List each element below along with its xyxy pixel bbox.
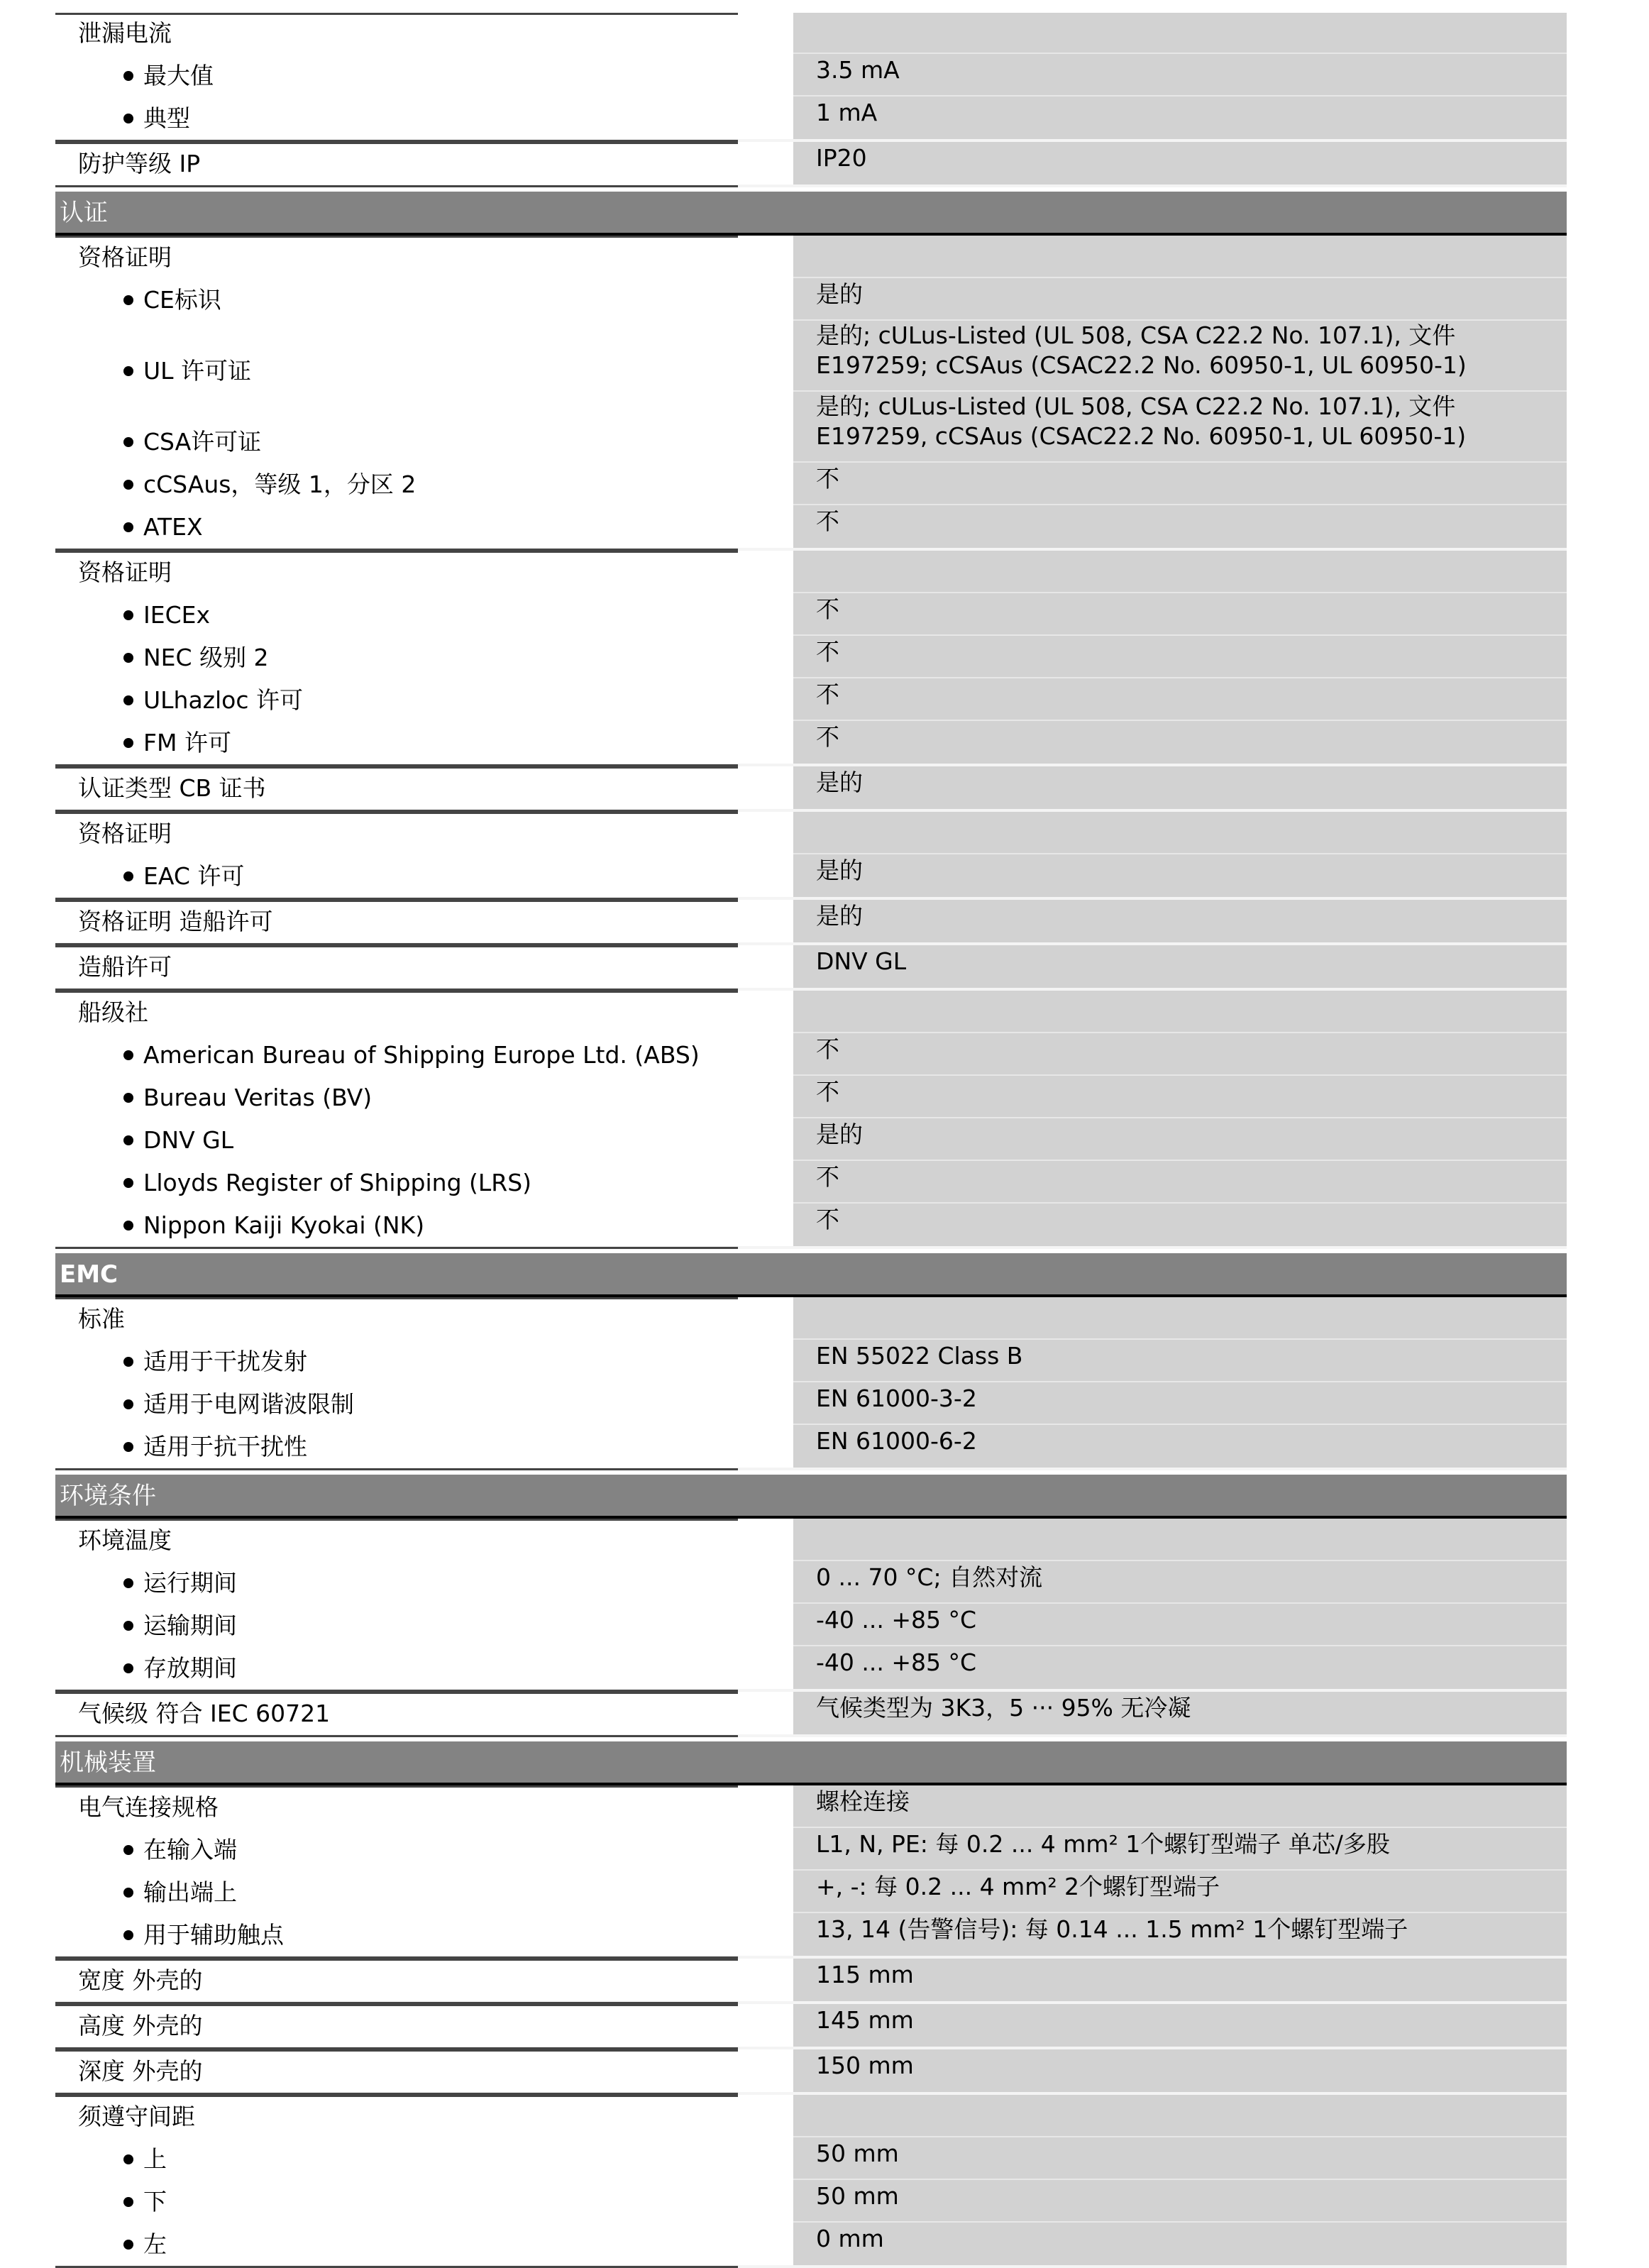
spec-label-cell [55, 1913, 738, 1956]
spec-group [55, 812, 1567, 900]
spec-value: 50 mm [816, 2182, 899, 2210]
spec-label-cell [55, 2223, 738, 2265]
spec-group [55, 2049, 1567, 2095]
spec-group [55, 2095, 1567, 2268]
spec-value-cell [793, 1297, 1567, 1340]
spec-row [55, 1561, 1567, 1604]
spec-row [55, 766, 1567, 812]
section-header [55, 192, 1567, 236]
spec-row [55, 1076, 1567, 1118]
spec-label-cell [55, 1297, 738, 1340]
spec-label-cell [55, 945, 738, 988]
spec-value-cell [793, 636, 1567, 678]
spec-row [55, 236, 1567, 278]
spec-value: 是的 [816, 280, 863, 308]
bullet-icon [123, 480, 133, 490]
spec-value: EN 55022 Class B [816, 1342, 1023, 1370]
spec-row [55, 721, 1567, 766]
bullet-icon [123, 738, 133, 748]
spec-label-cell [55, 54, 738, 97]
spec-label: ATEX [143, 513, 203, 541]
bullet-icon [123, 1621, 133, 1631]
spec-value-cell [793, 463, 1567, 505]
spec-label-cell [55, 1959, 738, 2001]
bullet-icon [123, 295, 133, 305]
spec-value-cell [793, 678, 1567, 721]
spec-value: 不 [816, 465, 839, 492]
spec-value: -40 ... +85 °C [816, 1648, 977, 1676]
spec-value: IP20 [816, 144, 867, 172]
spec-label: EAC 许可 [143, 862, 245, 890]
spec-label-cell [55, 1118, 738, 1161]
spec-value-cell [793, 1871, 1567, 1913]
spec-label: UL 许可证 [143, 357, 252, 385]
spec-label-cell [55, 1425, 738, 1468]
spec-label-cell [55, 2137, 738, 2180]
spec-row [55, 2004, 1567, 2049]
spec-value: 不 [816, 681, 839, 708]
spec-label: CSA许可证 [143, 428, 262, 456]
spec-value: 13, 14 (告警信号): 每 0.14 ... 1.5 mm² 1个螺钉型端子 [816, 1915, 1408, 1943]
spec-label: cCSAus，等级 1，分区 2 [143, 470, 417, 498]
spec-value-cell [793, 2180, 1567, 2223]
spec-row [55, 505, 1567, 551]
spec-row [55, 13, 1567, 54]
spec-value: 不 [816, 723, 839, 751]
spec-row [55, 2223, 1567, 2268]
spec-label: ULhazloc 许可 [143, 686, 303, 714]
spec-label: NEC 级别 2 [143, 644, 269, 671]
spec-row [55, 1913, 1567, 1959]
spec-label: 环境温度 [78, 1526, 172, 1554]
bullet-icon [123, 1221, 133, 1231]
spec-value: DNV GL [816, 947, 907, 975]
spec-label-cell [55, 991, 738, 1033]
spec-label: IECEx [143, 601, 211, 629]
spec-value-cell [793, 945, 1567, 988]
spec-label-cell [55, 321, 738, 392]
spec-row [55, 463, 1567, 505]
spec-value: +, -: 每 0.2 ... 4 mm² 2个螺钉型端子 [816, 1873, 1220, 1900]
spec-group [55, 13, 1567, 142]
spec-group [55, 1692, 1567, 1737]
spec-row [55, 321, 1567, 392]
bullet-icon [123, 1178, 133, 1188]
spec-label: 防护等级 IP [78, 150, 201, 177]
spec-row [55, 593, 1567, 636]
spec-value: 不 [816, 1206, 839, 1233]
spec-label: 宽度 外壳的 [78, 1966, 203, 1994]
spec-row [55, 1692, 1567, 1737]
spec-value: 145 mm [816, 2006, 914, 2034]
spec-value: 不 [816, 595, 839, 623]
bullet-icon [123, 1050, 133, 1060]
spec-label-cell [55, 236, 738, 278]
spec-label-cell [55, 1161, 738, 1204]
spec-label-cell [55, 2004, 738, 2047]
spec-label: American Bureau of Shipping Europe Ltd. (ABS) [143, 1041, 700, 1069]
spec-value-cell [793, 1425, 1567, 1468]
spec-value: 是的; cULus-Listed (UL 508, CSA C22.2 No. 107.1), 文件 E197259, cCSAus (CSAC22.2 No. 60950-1, UL 60950-1) [816, 392, 1467, 450]
bullet-icon [123, 114, 133, 123]
spec-value-cell [793, 2049, 1567, 2092]
spec-label-cell [55, 2095, 738, 2137]
spec-group [55, 551, 1567, 766]
spec-label: 资格证明 造船许可 [78, 908, 273, 935]
spec-value-cell [793, 900, 1567, 942]
spec-row [55, 2137, 1567, 2180]
spec-label: 最大值 [143, 62, 214, 89]
spec-row [55, 812, 1567, 854]
bullet-icon [123, 1442, 133, 1452]
spec-group [55, 991, 1567, 1249]
spec-label-cell [55, 900, 738, 942]
spec-value-cell [793, 1785, 1567, 1828]
spec-value-cell [793, 1561, 1567, 1604]
spec-row [55, 1118, 1567, 1161]
spec-value: 是的 [816, 902, 863, 930]
spec-label: 泄漏电流 [78, 19, 172, 47]
bullet-icon [123, 437, 133, 447]
spec-row [55, 1519, 1567, 1561]
spec-label: 用于辅助触点 [143, 1921, 284, 1949]
bullet-icon [123, 1093, 133, 1103]
spec-label: CE标识 [143, 286, 221, 314]
spec-row [55, 142, 1567, 187]
spec-label-cell [55, 854, 738, 897]
spec-value-cell [793, 1118, 1567, 1161]
spec-value: 115 mm [816, 1961, 914, 1988]
spec-label: 船级社 [78, 998, 148, 1026]
spec-value-cell [793, 1076, 1567, 1118]
section-header [55, 1253, 1567, 1297]
spec-row [55, 278, 1567, 321]
spec-label: FM 许可 [143, 729, 231, 756]
spec-label: 高度 外壳的 [78, 2012, 203, 2039]
spec-value-cell [793, 278, 1567, 321]
spec-label-cell [55, 1382, 738, 1425]
spec-label: 气候级 符合 IEC 60721 [78, 1700, 331, 1727]
section-title: 机械装置 [60, 1749, 156, 1777]
spec-value-cell [793, 2137, 1567, 2180]
spec-value-cell [793, 1340, 1567, 1382]
spec-group [55, 945, 1567, 991]
spec-label-cell [55, 1871, 738, 1913]
spec-row [55, 551, 1567, 593]
spec-label: 认证类型 CB 证书 [78, 774, 266, 802]
spec-group [55, 766, 1567, 812]
spec-label-cell [55, 636, 738, 678]
spec-label-cell [55, 2049, 738, 2092]
spec-label: 须遵守间距 [78, 2103, 195, 2130]
spec-label: Lloyds Register of Shipping (LRS) [143, 1169, 532, 1196]
bullet-icon [123, 1888, 133, 1898]
spec-row [55, 678, 1567, 721]
spec-value: 螺栓连接 [816, 1788, 910, 1815]
spec-value-cell [793, 1646, 1567, 1689]
spec-value-cell [793, 1959, 1567, 2001]
spec-group [55, 2004, 1567, 2049]
bullet-icon [123, 871, 133, 881]
spec-label-cell [55, 1604, 738, 1646]
spec-group [55, 1297, 1567, 1470]
spec-label-cell [55, 278, 738, 321]
spec-value-cell [793, 766, 1567, 809]
section-header [55, 1741, 1567, 1785]
spec-row [55, 1382, 1567, 1425]
spec-value: 是的 [816, 1121, 863, 1148]
spec-row [55, 1425, 1567, 1470]
spec-label: 资格证明 [78, 243, 172, 271]
bullet-icon [123, 2197, 133, 2207]
spec-value: 不 [816, 1035, 839, 1063]
spec-label: 适用于干扰发射 [143, 1348, 307, 1375]
spec-value: 1 mA [816, 99, 878, 126]
spec-label: Bureau Veritas (BV) [143, 1084, 373, 1111]
spec-label-cell [55, 812, 738, 854]
bullet-icon [123, 1930, 133, 1940]
spec-label-cell [55, 463, 738, 505]
spec-label: 典型 [143, 104, 190, 132]
spec-label: 输出端上 [143, 1878, 237, 1906]
spec-label: 左 [143, 2230, 167, 2258]
spec-value: 0 ... 70 °C; 自然对流 [816, 1563, 1043, 1591]
spec-group [55, 142, 1567, 187]
section-title: 认证 [60, 199, 108, 227]
spec-row [55, 1604, 1567, 1646]
spec-row [55, 1161, 1567, 1204]
spec-row [55, 991, 1567, 1033]
spec-value: 是的 [816, 769, 863, 796]
spec-row [55, 2095, 1567, 2137]
spec-value-cell [793, 991, 1567, 1033]
spec-value: 不 [816, 1163, 839, 1191]
spec-value-cell [793, 854, 1567, 897]
spec-label-cell [55, 551, 738, 593]
spec-label-cell [55, 1076, 738, 1118]
spec-label-cell [55, 97, 738, 139]
spec-label-cell [55, 1340, 738, 1382]
bullet-icon [123, 1845, 133, 1855]
spec-row [55, 854, 1567, 900]
spec-label: 下 [143, 2188, 167, 2215]
spec-label-cell [55, 721, 738, 764]
bullet-icon [123, 610, 133, 620]
spec-value-cell [793, 54, 1567, 97]
spec-value-cell [793, 1604, 1567, 1646]
spec-label-cell [55, 678, 738, 721]
spec-label: 造船许可 [78, 953, 172, 981]
spec-label-cell [55, 1519, 738, 1561]
spec-row [55, 1959, 1567, 2004]
spec-row [55, 636, 1567, 678]
spec-value-cell [793, 1519, 1567, 1561]
spec-label: DNV GL [143, 1126, 234, 1154]
spec-label-cell [55, 1561, 738, 1604]
bullet-icon [123, 1578, 133, 1588]
spec-row [55, 2049, 1567, 2095]
spec-label: 存放期间 [143, 1654, 237, 1682]
spec-label-cell [55, 1033, 738, 1076]
spec-row [55, 1785, 1567, 1828]
spec-value: EN 61000-6-2 [816, 1427, 977, 1455]
spec-label-cell [55, 505, 738, 548]
spec-row [55, 945, 1567, 991]
spec-value-cell [793, 1913, 1567, 1956]
spec-value: -40 ... +85 °C [816, 1606, 977, 1634]
section-header [55, 1475, 1567, 1519]
spec-value-cell [793, 2223, 1567, 2265]
spec-value-cell [793, 1828, 1567, 1871]
spec-value-cell [793, 1161, 1567, 1204]
spec-label: Nippon Kaiji Kyokai (NK) [143, 1211, 425, 1239]
spec-row [55, 1297, 1567, 1340]
spec-value-cell [793, 1692, 1567, 1734]
spec-label: 适用于抗干扰性 [143, 1433, 307, 1460]
spec-value-cell [793, 2095, 1567, 2137]
spec-label-cell [55, 2180, 738, 2223]
spec-row [55, 1871, 1567, 1913]
spec-row [55, 2180, 1567, 2223]
spec-value-cell [793, 1382, 1567, 1425]
spec-group [55, 1785, 1567, 1959]
spec-value-cell [793, 392, 1567, 463]
spec-value: 不 [816, 638, 839, 666]
spec-value-cell [793, 142, 1567, 185]
spec-group [55, 1959, 1567, 2004]
bullet-icon [123, 1357, 133, 1367]
spec-label: 标准 [78, 1305, 125, 1333]
spec-value-cell [793, 593, 1567, 636]
bullet-icon [123, 2240, 133, 2250]
spec-label-cell [55, 1785, 738, 1828]
spec-label: 深度 外壳的 [78, 2057, 203, 2085]
spec-value: 0 mm [816, 2225, 884, 2252]
spec-label-cell [55, 1692, 738, 1734]
spec-value: 不 [816, 507, 839, 535]
spec-value-cell [793, 13, 1567, 54]
spec-value: L1, N, PE: 每 0.2 ... 4 mm² 1个螺钉型端子 单芯/多股 [816, 1830, 1390, 1858]
spec-row [55, 900, 1567, 945]
spec-value: EN 61000-3-2 [816, 1385, 977, 1412]
spec-row [55, 1033, 1567, 1076]
spec-label: 上 [143, 2145, 167, 2173]
spec-label-cell [55, 142, 738, 185]
spec-value-cell [793, 236, 1567, 278]
bullet-icon [123, 366, 133, 376]
spec-value: 150 mm [816, 2052, 914, 2079]
spec-row [55, 392, 1567, 463]
spec-label: 在输入端 [143, 1836, 237, 1864]
bullet-icon [123, 2154, 133, 2164]
spec-value-cell [793, 97, 1567, 139]
spec-value: 气候类型为 3K3，5 ··· 95% 无冷凝 [816, 1694, 1191, 1722]
bullet-icon [123, 1135, 133, 1145]
spec-value-cell [793, 812, 1567, 854]
spec-value-cell [793, 2004, 1567, 2047]
bullet-icon [123, 71, 133, 81]
section-title: EMC [60, 1260, 118, 1289]
spec-row [55, 1828, 1567, 1871]
spec-label-cell [55, 13, 738, 54]
spec-label-cell [55, 593, 738, 636]
spec-label: 运行期间 [143, 1569, 237, 1597]
spec-label-cell [55, 1646, 738, 1689]
bullet-icon [123, 653, 133, 663]
spec-label-cell [55, 1828, 738, 1871]
spec-value-cell [793, 321, 1567, 392]
spec-row [55, 54, 1567, 97]
spec-row [55, 1204, 1567, 1249]
spec-value: 是的; cULus-Listed (UL 508, CSA C22.2 No. 107.1), 文件 E197259; cCSAus (CSAC22.2 No. 60950-1, UL 60950-1) [816, 321, 1467, 379]
spec-label: 运输期间 [143, 1612, 237, 1639]
spec-row [55, 97, 1567, 142]
spec-value-cell [793, 505, 1567, 548]
spec-value-cell [793, 721, 1567, 764]
spec-label: 资格证明 [78, 820, 172, 847]
spec-group [55, 900, 1567, 945]
spec-value: 是的 [816, 857, 863, 884]
spec-value-cell [793, 551, 1567, 593]
spec-value: 50 mm [816, 2140, 899, 2167]
spec-row [55, 1646, 1567, 1692]
bullet-icon [123, 695, 133, 705]
section-title: 环境条件 [60, 1482, 156, 1510]
spec-group [55, 236, 1567, 551]
bullet-icon [123, 522, 133, 532]
spec-label-cell [55, 392, 738, 463]
bullet-icon [123, 1399, 133, 1409]
spec-label: 适用于电网谐波限制 [143, 1390, 354, 1418]
spec-label: 电气连接规格 [78, 1793, 219, 1821]
spec-value: 不 [816, 1078, 839, 1106]
spec-value: 3.5 mA [816, 56, 900, 84]
spec-group [55, 1519, 1567, 1692]
spec-label: 资格证明 [78, 558, 172, 586]
spec-value-cell [793, 1204, 1567, 1246]
spec-label-cell [55, 766, 738, 809]
bullet-icon [123, 1663, 133, 1673]
spec-sheet [55, 13, 1567, 2268]
spec-value-cell [793, 1033, 1567, 1076]
spec-label-cell [55, 1204, 738, 1246]
spec-row [55, 1340, 1567, 1382]
